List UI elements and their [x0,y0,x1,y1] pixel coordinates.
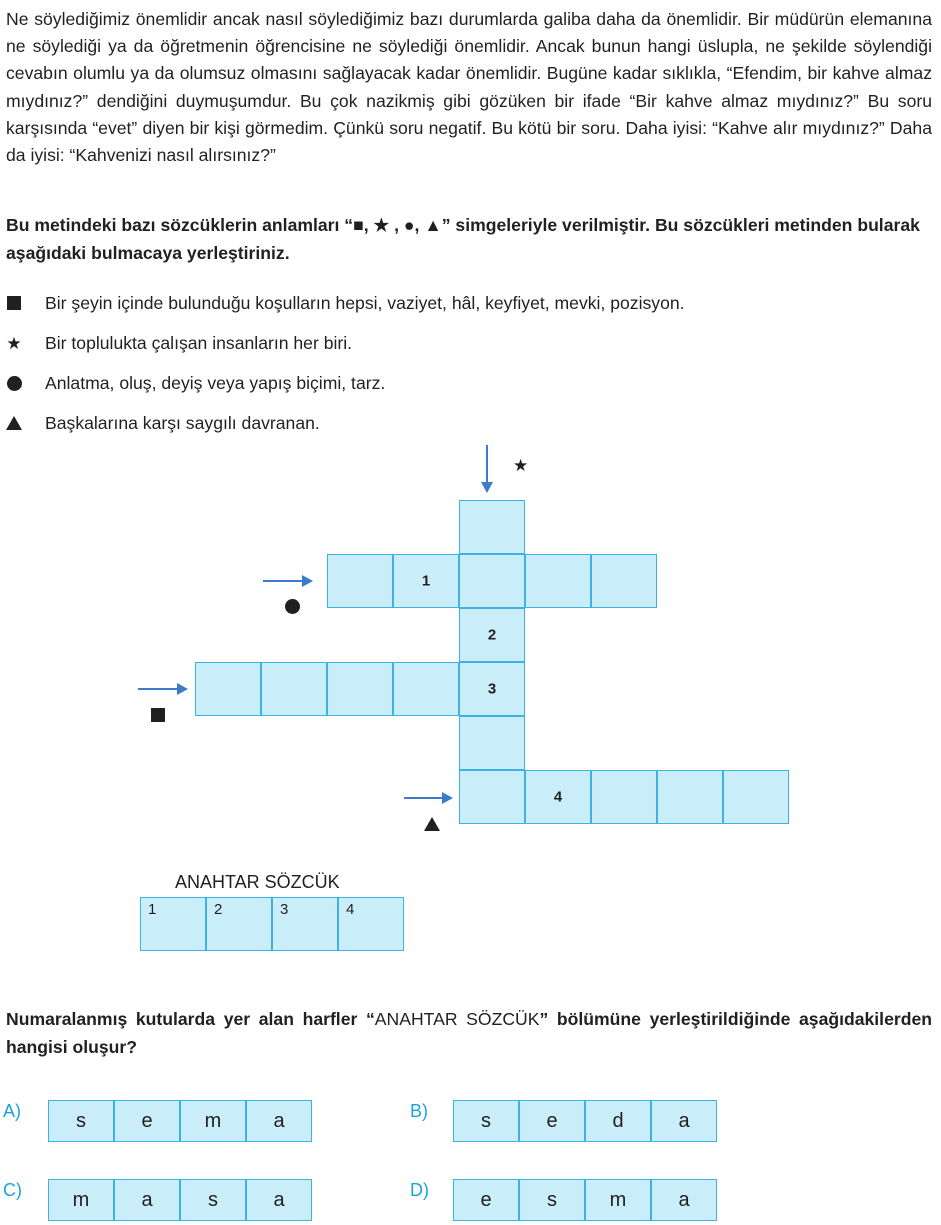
option-letter-cell: a [246,1100,312,1142]
star-icon: ★ [513,456,529,475]
option-letter-cell: s [519,1179,585,1221]
definition-square [0,289,900,319]
crossword-cell[interactable] [459,554,525,608]
circle-icon [285,599,300,614]
option-letter-cell: a [651,1100,717,1142]
definition-text: Anlatma, oluş, deyiş veya yapış biçimi, tarz. [45,373,386,393]
option-letter-cell: s [48,1100,114,1142]
option-letter-cell: s [180,1179,246,1221]
option-label[interactable]: C) [3,1180,22,1200]
key-cell[interactable] [206,897,272,951]
question-text [6,1006,932,1061]
key-cell-number: 2 [214,901,223,918]
option-label[interactable]: D) [410,1180,429,1200]
instruction-text [6,212,932,267]
key-cell-number: 1 [148,901,157,918]
triangle-icon [4,413,24,433]
crossword-cell[interactable] [195,662,261,716]
option-letter-cell: m [48,1179,114,1221]
definition-text: Bir şeyin içinde bulunduğu koşulların hepsi, vaziyet, hâl, keyfiyet, mevki, pozisyon. [45,293,685,313]
arrow-right-icon [138,688,186,690]
instruction-symbols: ■, ★ , ●, ▲ [353,215,442,235]
option-letter-cell: s [453,1100,519,1142]
option-letter-cell: m [585,1179,651,1221]
question-part2: ” bölümüne yerleştirildiğinde aşağıdakilerden hangisi oluşur? [6,1009,932,1057]
key-cell[interactable] [272,897,338,951]
option-letter-cell: a [114,1179,180,1221]
cell-number-3: 3 [487,680,497,698]
crossword-cell[interactable] [591,554,657,608]
key-cell[interactable] [140,897,206,951]
crossword-cell[interactable] [591,770,657,824]
definition-triangle [0,409,900,439]
instruction-part2: ” simgeleriyle verilmiştir. Bu sözcükleri metinden bularak aşağıdaki bulmacaya yerleştiriniz. [6,215,920,263]
crossword-cell[interactable] [459,662,525,716]
square-icon [4,293,24,313]
crossword-cell[interactable] [459,500,525,554]
key-cell[interactable] [338,897,404,951]
question-part1: Numaralanmış kutularda yer alan harfler “ [6,1009,375,1029]
cell-number-2: 2 [487,626,497,644]
circle-icon [4,373,24,393]
option-label[interactable]: A) [3,1101,21,1121]
instruction-part1: Bu metindeki bazı sözcüklerin anlamları “ [6,215,354,235]
option-letter-cell: d [585,1100,651,1142]
definition-star [0,329,900,359]
crossword-cell[interactable] [261,662,327,716]
option-letter-cell: a [246,1179,312,1221]
option-letter-cell: a [651,1179,717,1221]
arrow-right-icon [404,797,451,799]
crossword-cell[interactable] [393,662,459,716]
triangle-icon [424,817,440,831]
cell-number-4: 4 [553,788,563,806]
key-cell-number: 3 [280,901,289,918]
key-cell-number: 4 [346,901,355,918]
key-word-title: ANAHTAR SÖZCÜK [175,872,340,892]
definition-text: Başkalarına karşı saygılı davranan. [45,413,320,433]
question-quoted: ANAHTAR SÖZCÜK [374,1009,540,1029]
crossword-cell[interactable] [327,662,393,716]
crossword-cell[interactable] [525,770,591,824]
passage-text: Ne söylediğimiz önemlidir ancak nasıl söylediğimiz bazı durumlarda galiba daha da önemlidir. Bir müdürün elemanına ne söylediği ya da öğretmenin öğrencisine ne söylediği önemlidir. Ancak bunun hangi üslupla, ne şekilde söylendiği cevabın olumlu ya da olumsuz olmasını sağlayacak kadar önemlidir. Bugüne kadar sıklıkla, “Efendim, bir kahve almaz mıydınız?” dendiğini duymuşumdur. Bu çok nazikmiş gibi gözüken bir ifade “Bir kahve almaz mıydınız?” Bu soru karşısında “evet” diyen bir kişi görmedim. Çünkü soru negatif. Bu kötü bir soru. Daha iyisi: “Kahve alır mıydınız?” Daha da iyisi: “Kahvenizi nasıl alırsınız?” [6,9,932,166]
crossword-cell[interactable] [657,770,723,824]
crossword-cell[interactable] [327,554,393,608]
crossword-cell[interactable] [459,716,525,770]
definition-circle [0,369,900,399]
star-glyph: ★ [6,333,22,353]
option-label[interactable]: B) [410,1101,428,1121]
square-icon [151,708,165,722]
crossword-cell[interactable] [723,770,789,824]
crossword-cell[interactable] [393,554,459,608]
option-letter-cell: e [453,1179,519,1221]
crossword-cell[interactable] [459,608,525,662]
crossword-cell[interactable] [525,554,591,608]
definition-text: Bir toplulukta çalışan insanların her biri. [45,333,353,353]
option-letter-cell: e [519,1100,585,1142]
crossword-cell[interactable] [459,770,525,824]
star-icon [4,333,24,353]
option-letter-cell: m [180,1100,246,1142]
option-letter-cell: e [114,1100,180,1142]
arrow-down-icon [486,445,488,491]
cell-number-1: 1 [421,572,431,590]
arrow-right-icon [263,580,311,582]
